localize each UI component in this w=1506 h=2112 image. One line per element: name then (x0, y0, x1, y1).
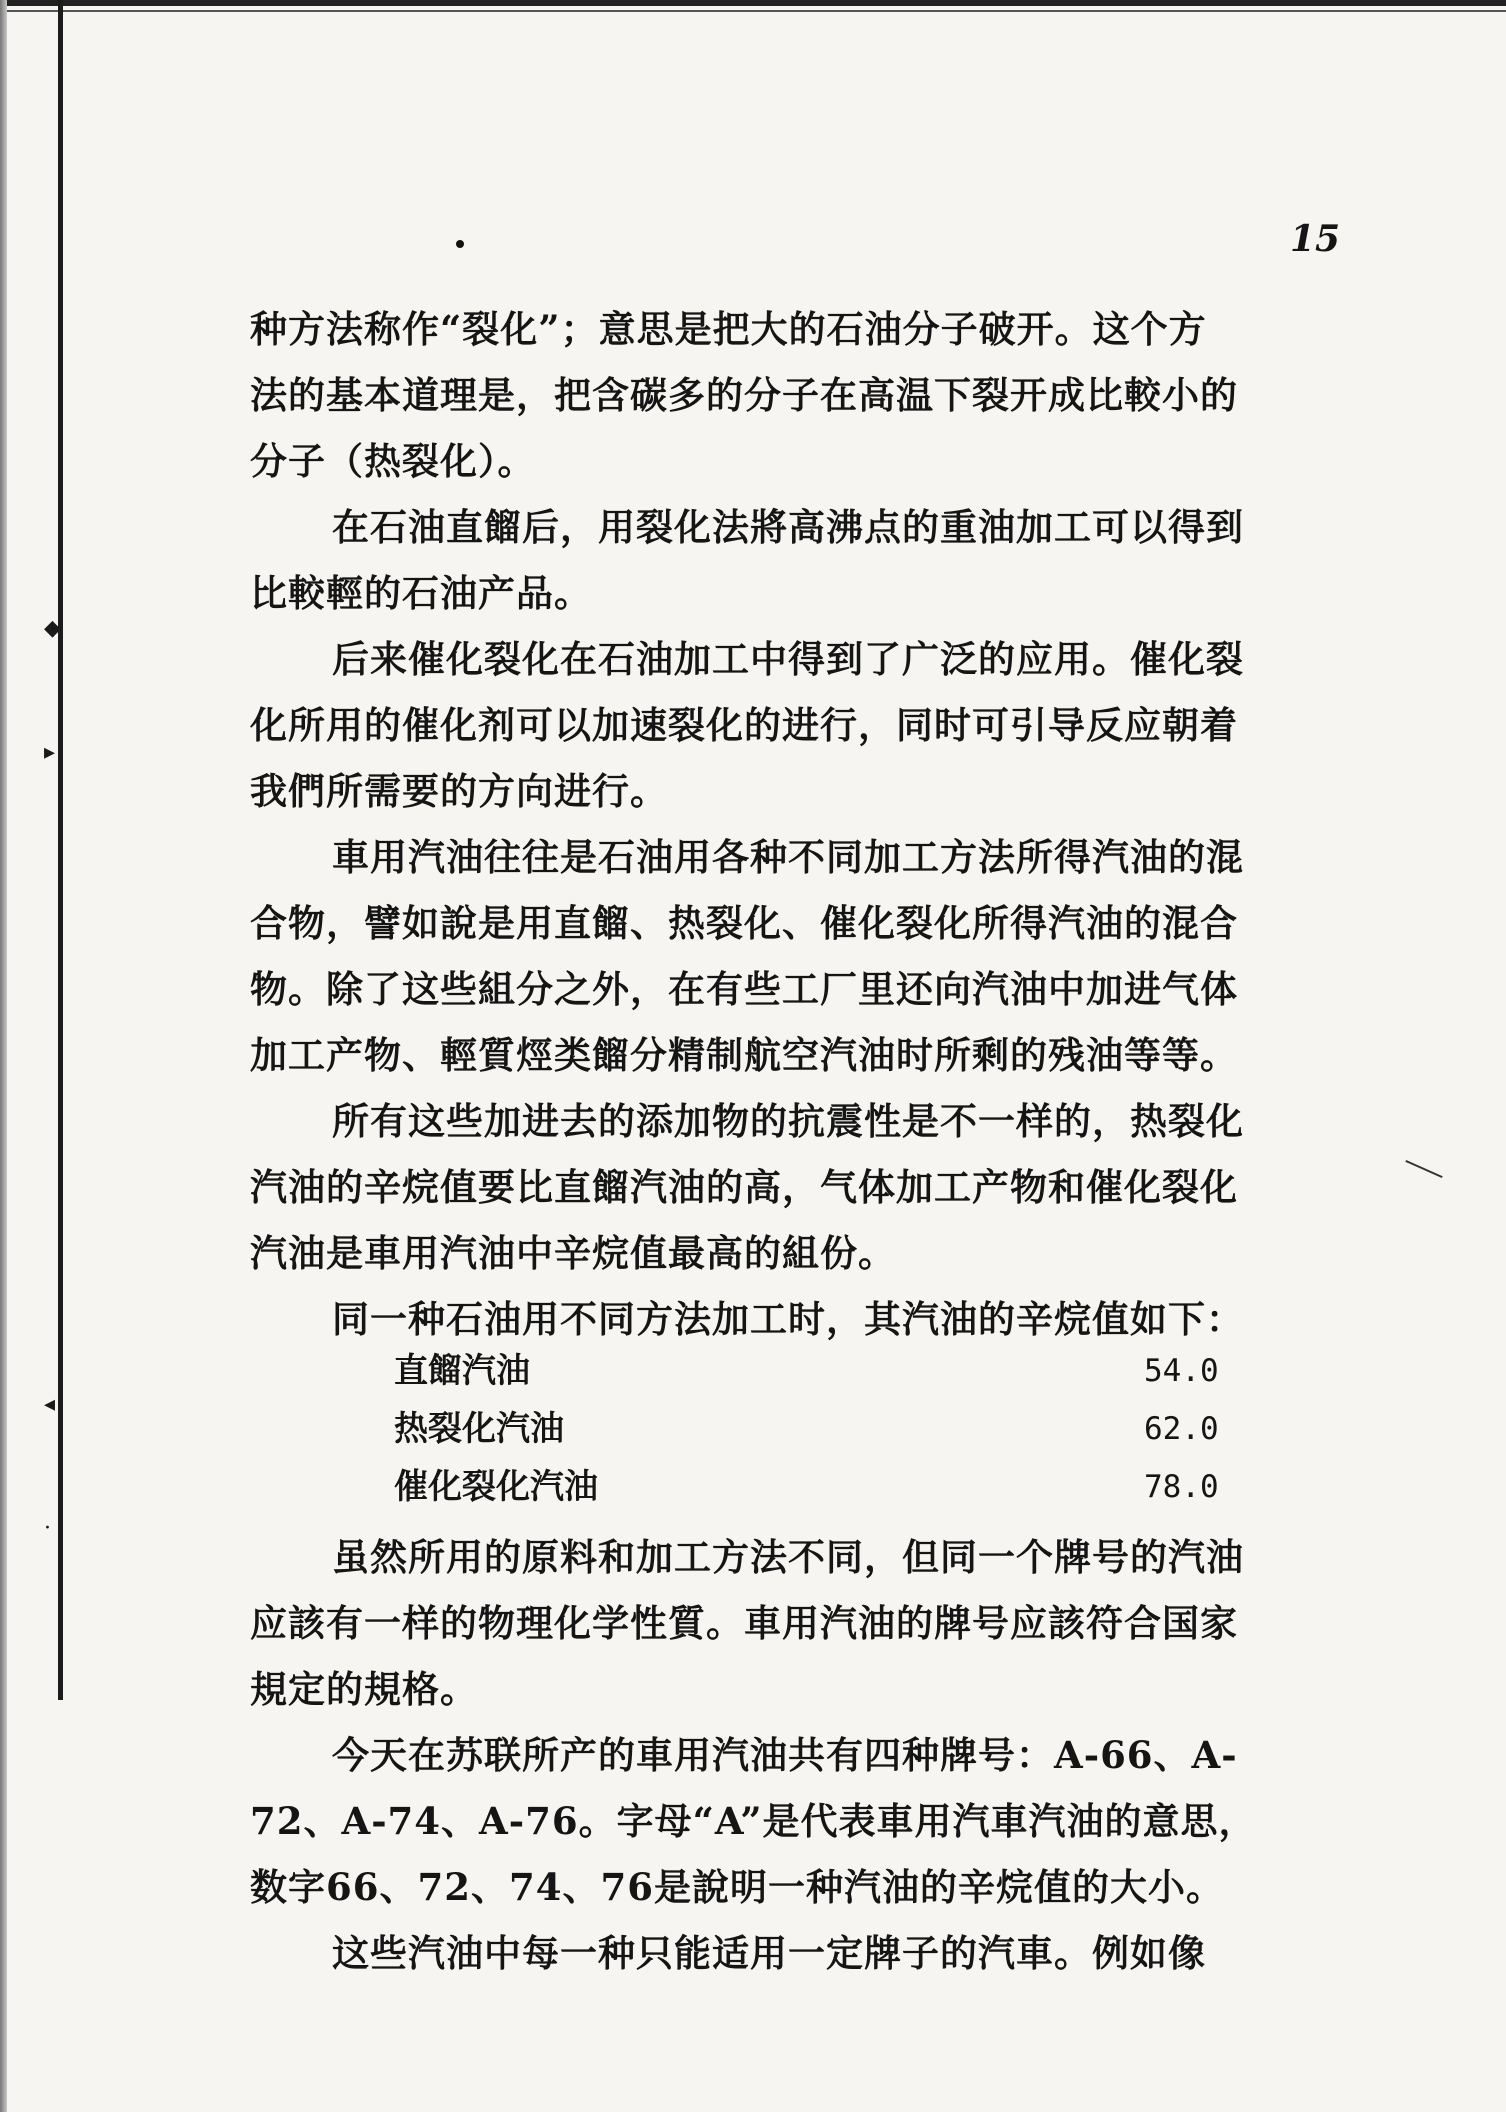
text-line: 今天在苏联所产的車用汽油共有四种牌号：A-66、A- (332, 1733, 1238, 1777)
text-line: 汽油是車用汽油中辛烷值最高的組份。 (250, 1231, 896, 1275)
paragraph-cracking-method (250, 296, 1380, 494)
text-line: 加工产物、輕質烴类餾分精制航空汽油时所剩的残油等等。 (250, 1033, 1238, 1077)
text-line: 物。除了这些組分之外，在有些工厂里还向汽油中加进气体 (250, 967, 1238, 1011)
octane-table (394, 1342, 1244, 1516)
binding-mark: ▸ (44, 740, 56, 765)
text-line: 同一种石油用不同方法加工时，其汽油的辛烷值如下： (332, 1297, 1244, 1341)
page-left-edge-shadow (0, 0, 7, 2112)
paragraph-application (250, 1920, 1380, 1986)
paragraph-grades-specs (250, 1524, 1380, 1722)
binding-mark: ◂ (44, 1392, 56, 1417)
table-row (394, 1400, 1244, 1458)
table-row (394, 1342, 1244, 1400)
text-line: 应該有一样的物理化学性質。車用汽油的牌号应該符合国家 (250, 1601, 1238, 1645)
octane-value: 62.0 (1144, 1411, 1219, 1447)
text-line: 合物，譬如說是用直餾、热裂化、催化裂化所得汽油的混合 (250, 901, 1238, 945)
table-row (394, 1458, 1244, 1516)
text-line: 車用汽油往往是石油用各种不同加工方法所得汽油的混 (332, 835, 1244, 879)
gasoline-type: 催化裂化汽油 (394, 1467, 598, 1507)
text-line: 这些汽油中每一种只能适用一定牌子的汽車。例如像 (332, 1931, 1206, 1975)
page-number: 15 (1290, 218, 1341, 260)
text-line: 比較輕的石油产品。 (250, 571, 592, 615)
page-top-border (0, 0, 1506, 14)
text-line: 种方法称作“裂化”；意思是把大的石油分子破开。这个方 (250, 307, 1207, 351)
margin-pencil-stroke (1405, 1160, 1442, 1178)
ink-dot (456, 240, 464, 248)
main-text-continued (250, 1524, 1380, 1986)
binding-line (58, 0, 63, 1700)
paragraph-catalytic-cracking (250, 626, 1380, 824)
text-line: 所有这些加进去的添加物的抗震性是不一样的，热裂化 (332, 1099, 1244, 1143)
paragraph-soviet-grades (250, 1722, 1380, 1920)
text-line: 化所用的催化剂可以加速裂化的进行，同时可引导反应朝着 (250, 703, 1238, 747)
main-text (250, 296, 1380, 1352)
octane-value: 78.0 (1144, 1469, 1219, 1505)
gasoline-type: 热裂化汽油 (394, 1409, 564, 1449)
text-line: 我們所需要的方向进行。 (250, 769, 668, 813)
text-line: 汽油的辛烷值要比直餾汽油的高，气体加工产物和催化裂化 (250, 1165, 1238, 1209)
text-line: 虽然所用的原料和加工方法不同，但同一个牌号的汽油 (332, 1535, 1244, 1579)
paragraph-heavy-oil (250, 494, 1380, 626)
text-line: 在石油直餾后，用裂化法將高沸点的重油加工可以得到 (332, 505, 1244, 549)
text-line: 法的基本道理是，把含碳多的分子在高温下裂开成比較小的 (250, 373, 1238, 417)
text-line: 后来催化裂化在石油加工中得到了广泛的应用。催化裂 (332, 637, 1244, 681)
gasoline-type: 直餾汽油 (394, 1351, 530, 1391)
octane-value: 54.0 (1144, 1353, 1219, 1389)
binding-mark: · (44, 1516, 51, 1541)
text-line: 規定的規格。 (250, 1667, 478, 1711)
text-line: 72、A-74、A-76。字母“A”是代表車用汽車汽油的意思， (250, 1799, 1257, 1843)
binding-mark: ◆ (44, 616, 61, 641)
paragraph-antiknock (250, 1088, 1380, 1286)
text-line: 数字66、72、74、76是說明一种汽油的辛烷值的大小。 (250, 1865, 1224, 1909)
paragraph-motor-gasoline-mixture (250, 824, 1380, 1088)
text-line: 分子（热裂化）。 (250, 439, 536, 483)
